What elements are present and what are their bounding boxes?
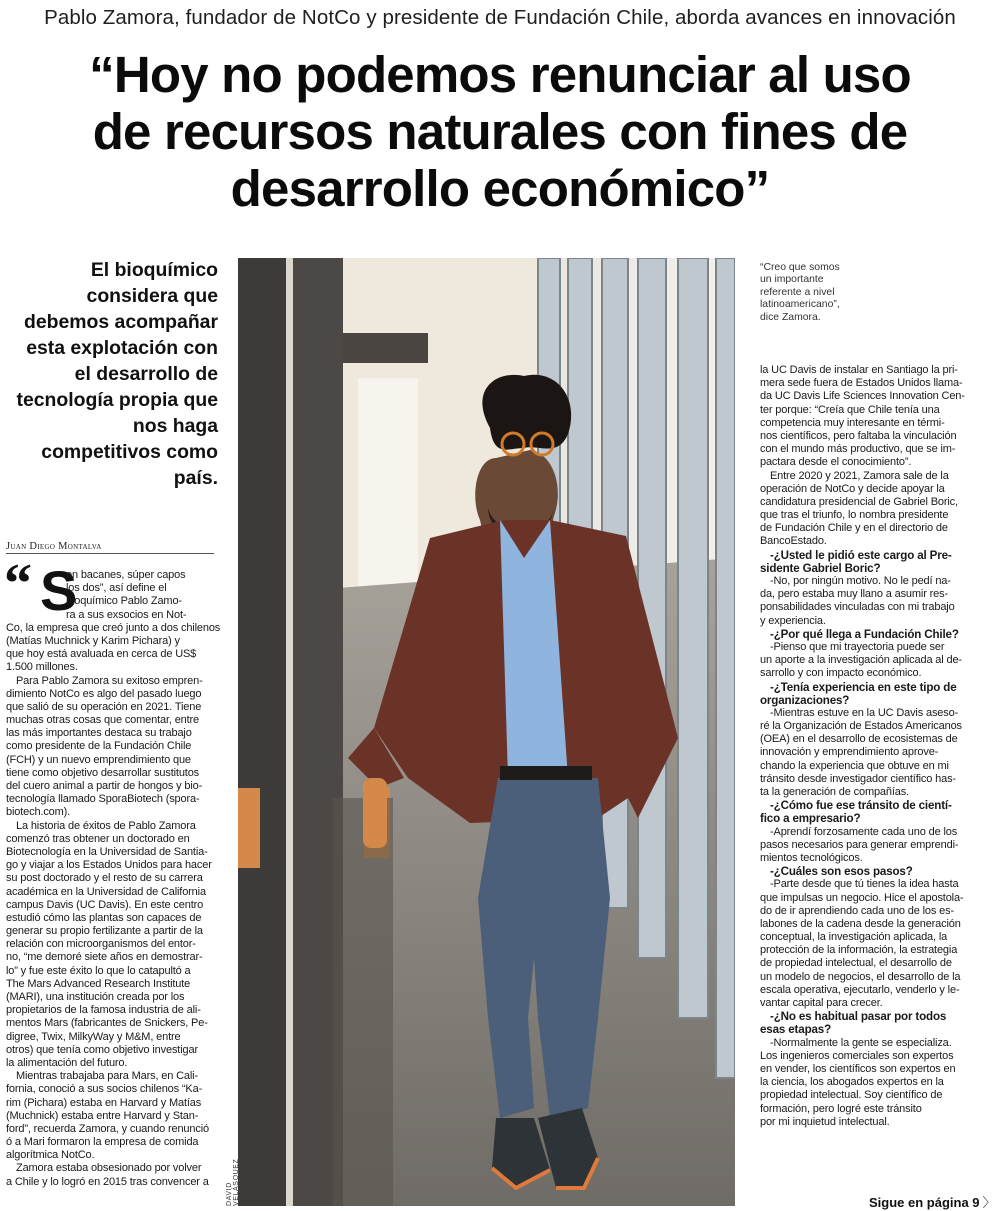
interview-question-line: organizaciones? (760, 693, 850, 707)
body-text-line: de Fundación Chile y en el directorio de (760, 522, 948, 535)
body-text-line: (FCH) y un nuevo emprendimiento que (6, 753, 191, 766)
body-text-line: labones de la cadena desde la generación (760, 917, 961, 930)
body-text-line: vantar capital para crecer. (760, 997, 883, 1009)
body-text-line: a Chile y lo logró en 2015 tras convencer a (6, 1175, 209, 1188)
lead-line: nos haga (132, 415, 218, 437)
body-text-line: innovación y emprendimiento aprove- (760, 746, 939, 759)
caption-line: referente a nivel (760, 286, 835, 298)
body-text-line: conceptual, la investigación aplicada, la (760, 931, 948, 944)
body-text-line: por mi inquietud intelectual. (760, 1115, 890, 1128)
body-text-line: -Normalmente la gente se especializa. (770, 1036, 952, 1049)
interview-question-line: fico a empresario? (760, 812, 861, 826)
headline-line: de recursos naturales con fines de (92, 103, 908, 160)
body-text-line: ta la generación de compañías. (760, 786, 909, 798)
body-text-line: digree, Twix, MilkyWay y M&M, entre (6, 1030, 181, 1043)
body-text-line: del cuero animal a partir de hongos y bio- (6, 780, 203, 792)
body-text-line: lo” y fue este éxito lo que lo catapultó a (6, 964, 191, 977)
body-text-line: que salió de su operación en 2021. Tiene (6, 700, 202, 713)
interview-question-line: -¿Usted le pidió este cargo al Pre- (770, 548, 952, 562)
body-text-line: los dos”, así define el (66, 582, 167, 595)
headline-line: desarrollo económico” (230, 160, 770, 217)
body-text-line: tecnología llamado SporaBiotech (spora- (6, 793, 200, 806)
body-text-line: un aporte a la investigación aplicada al de- (760, 654, 962, 667)
body-text-line: propietarios de la famosa industria de ali- (6, 1004, 201, 1017)
body-text-line: ter porque: “Creía que Chile tenía una (760, 403, 940, 416)
body-text-line: -No, por ningún motivo. No le pedí na- (770, 575, 951, 587)
body-text-line: rim (Pichara) estaba en Harvard y Matías (6, 1096, 202, 1109)
body-text-line: protección de la información, la estrategia (760, 944, 958, 957)
caption-line: latinoamericano”, (760, 299, 840, 311)
interview-question-line: -¿Por qué llega a Fundación Chile? (770, 627, 959, 641)
lead-line: El bioquímico (90, 259, 218, 281)
body-text-line: Entre 2020 y 2021, Zamora sale de la (770, 469, 949, 482)
article-headline (0, 46, 1000, 217)
body-text-line: -Parte desde que tú tienes la idea hasta (770, 878, 959, 891)
body-text-line: do de ir aprendiendo cada uno de los es- (760, 904, 954, 917)
body-text-line: da, pero estaba muy llano a asumir res- (760, 588, 948, 601)
body-text-line: de propiedad intelectual, el desarrollo de (760, 957, 952, 970)
body-text-line: en vender, los científicos son expertos en (760, 1062, 956, 1075)
body-text-line: sarrollo y con impacto económico. (760, 667, 922, 680)
body-text-line: 1.500 millones. (6, 661, 78, 674)
continued-on-page-link[interactable] (869, 1192, 996, 1211)
body-text-line: la UC Davis de instalar en Santiago la pri- (760, 364, 958, 376)
body-text-line: Mientras trabajaba para Mars, en Cali- (16, 1070, 198, 1083)
body-text-line: su post doctorado y el resto de su carrera (6, 872, 203, 885)
article-column-right (760, 364, 995, 1129)
lead-line: país. (173, 467, 218, 489)
body-text-line: bioquímico Pablo Zamo- (66, 595, 182, 608)
lead-line: debemos acompañar (24, 311, 218, 333)
body-text-line: otros) que tenía como objetivo investigar (6, 1043, 198, 1056)
body-text-line: las más importantes destaca su trabajo (6, 727, 192, 740)
portrait-photo (238, 258, 735, 1206)
body-text-line: tránsito desde investigador científico has- (760, 772, 956, 785)
opening-quote-mark: “ (4, 553, 32, 615)
body-text-line: nos científicos, pero faltaba la vinculación (760, 429, 957, 442)
body-text-line: estudió cómo las plantas son capaces de (6, 911, 202, 924)
lead-line: tecnología propia que (16, 389, 218, 411)
body-text-line: BancoEstado. (760, 535, 827, 548)
body-text-line: que tras el triunfo, lo nombra presidente (760, 509, 949, 522)
body-text-line: pactara desde el conocimiento”. (760, 456, 912, 469)
body-text-line: The Mars Advanced Research Institute (6, 977, 191, 990)
lead-line: considera que (86, 285, 218, 307)
lead-line: competitivos como (41, 441, 218, 463)
interview-question-line: -¿No es habitual pasar por todos (770, 1010, 947, 1024)
lead-line: esta explotación con (26, 337, 218, 359)
body-text-line: operación de NotCo y decide apoyar la (760, 482, 945, 495)
body-text-line: Biotecnología en la Universidad de Santia- (6, 845, 208, 858)
body-text-line: propiedad intelectual. Soy científico de (760, 1089, 943, 1102)
body-text-line: campus Davis (UC Davis). En este centro (6, 898, 204, 911)
body-text-line: La historia de éxitos de Pablo Zamora (16, 819, 196, 832)
body-text-line: comenzó tras obtener un doctorado en (6, 832, 190, 845)
body-text-line: pasos necesarios para generar emprendi- (760, 838, 959, 851)
body-text-line: Para Pablo Zamora su exitoso empren- (16, 674, 203, 687)
body-text-line: académica en la Universidad de California (6, 885, 206, 898)
interview-question-line: sidente Gabriel Boric? (760, 561, 881, 575)
article-kicker: Pablo Zamora, fundador de NotCo y presidente de Fundación Chile, aborda avances en innovación (44, 6, 956, 29)
body-text-line: que impulsas un negocio. Hice el apostola- (760, 891, 964, 904)
body-text-line: mientos tecnológicos. (760, 851, 863, 864)
portrait-photo-illustration (238, 258, 735, 1206)
body-text-line: ford”, recuerda Zamora, y cuando renunció (6, 1122, 209, 1135)
body-text-line: con el mundo más productivo, que se im- (760, 443, 956, 456)
body-text-line: generar su propio fertilizante a partir de la (6, 925, 203, 938)
body-text-line: como presidente de la Fundación Chile (6, 740, 192, 753)
caption-line: “Creo que somos (760, 262, 840, 273)
body-text-line: ó a Mari formaron la empresa de comida (6, 1136, 199, 1149)
body-text-line: muchas otras cosas que comentar, entre (6, 714, 200, 727)
interview-question-line: -¿Tenía experiencia en este tipo de (770, 680, 957, 694)
body-text-line: la ciencia, los abogados expertos en la (760, 1076, 944, 1089)
lead-standfirst (8, 257, 218, 491)
body-text-line: dimiento NotCo es algo del pasado luego (6, 687, 202, 700)
interview-question-line: -¿Cuáles son esos pasos? (770, 865, 913, 879)
body-text-line: (Muchnick) estaba entre Harvard y Stan- (6, 1109, 199, 1122)
body-text-line: da UC Davis Life Sciences Innovation Cen- (760, 390, 965, 403)
body-text-line: mera sede fuera de Estados Unidos llama- (760, 377, 963, 390)
caption-line: dice Zamora. (760, 311, 821, 323)
body-text-line: ré la Organización de Estados Americanos (760, 720, 962, 733)
body-text-line: (MARI), una institución creada por los (6, 991, 185, 1003)
photo-caption (760, 262, 860, 324)
body-text-line: tiene como objetivo desarrollar sustitutos (6, 766, 200, 779)
body-text-line: on bacanes, súper capos (66, 569, 186, 581)
body-text-line: formación, pero logré este tránsito (760, 1102, 922, 1115)
drop-cap-letter: S (40, 559, 78, 622)
body-text-line: competencia muy interesante en térmi- (760, 416, 945, 429)
photo-credit: DAVID VELÁSQUEZ (226, 1158, 240, 1206)
body-text-line: no, “me demoré siete años en demostrar- (6, 951, 203, 964)
lead-line: el desarrollo de (74, 363, 218, 385)
interview-question-line: esas etapas? (760, 1023, 832, 1037)
body-text-line: un modelo de negocios, el desarrollo de la (760, 970, 961, 983)
chevron-right-icon: 〉 (982, 1195, 996, 1210)
body-text-line: Co, la empresa que creó junto a dos chilenos (6, 621, 221, 634)
continued-label: Sigue en página 9 (869, 1195, 980, 1210)
body-text-line: mentos Mars (fabricantes de Snickers, Pe- (6, 1017, 208, 1030)
body-text-line: -Aprendí forzosamente cada uno de los (770, 825, 958, 838)
body-text-line: (Matías Muchnick y Karim Pichara) y (6, 634, 180, 647)
body-text-line: chando la experiencia que obtuve en mi (760, 759, 949, 772)
body-text-line: escala operativa, ejecutarlo, venderlo y le- (760, 983, 960, 996)
body-text-line: candidatura presidencial de Gabriel Boric, (760, 495, 958, 508)
body-text-line: biotech.com). (6, 806, 71, 819)
body-text-line: algorítmica NotCo. (6, 1149, 95, 1162)
body-text-line: -Mientras estuve en la UC Davis aseso- (770, 706, 959, 719)
body-text-line: Zamora estaba obsesionado por volver (16, 1162, 202, 1175)
headline-line: “Hoy no podemos renunciar al uso (89, 46, 911, 103)
article-column-left (6, 569, 221, 1189)
caption-line: un importante (760, 274, 824, 286)
body-text-line: la alimentación del futuro. (6, 1056, 128, 1069)
body-text-line: (OEA) en el desarrollo de ecosistemas de (760, 733, 958, 746)
body-text-line: y experiencia. (760, 614, 826, 627)
body-text-line: que hoy está avaluada en cerca de US$ (6, 648, 197, 661)
body-text-line: Los ingenieros comerciales son expertos (760, 1049, 954, 1062)
body-text-line: -Pienso que mi trayectoria puede ser (770, 640, 945, 653)
body-text-line: fornia, conoció a sus socios chilenos “Ka- (6, 1083, 203, 1096)
body-text-line: ponsabilidades vinculadas con mi trabajo (760, 601, 955, 614)
body-text-line: relación con microorganismos del entor- (6, 938, 196, 951)
interview-question-line: -¿Cómo fue ese tránsito de cientí- (770, 799, 952, 813)
body-text-line: ra a sus exsocios en Not- (66, 608, 187, 621)
body-text-line: go y viajar a los Estados Unidos para hacer (6, 859, 212, 872)
author-byline: Juan Diego Montalva (6, 541, 214, 554)
